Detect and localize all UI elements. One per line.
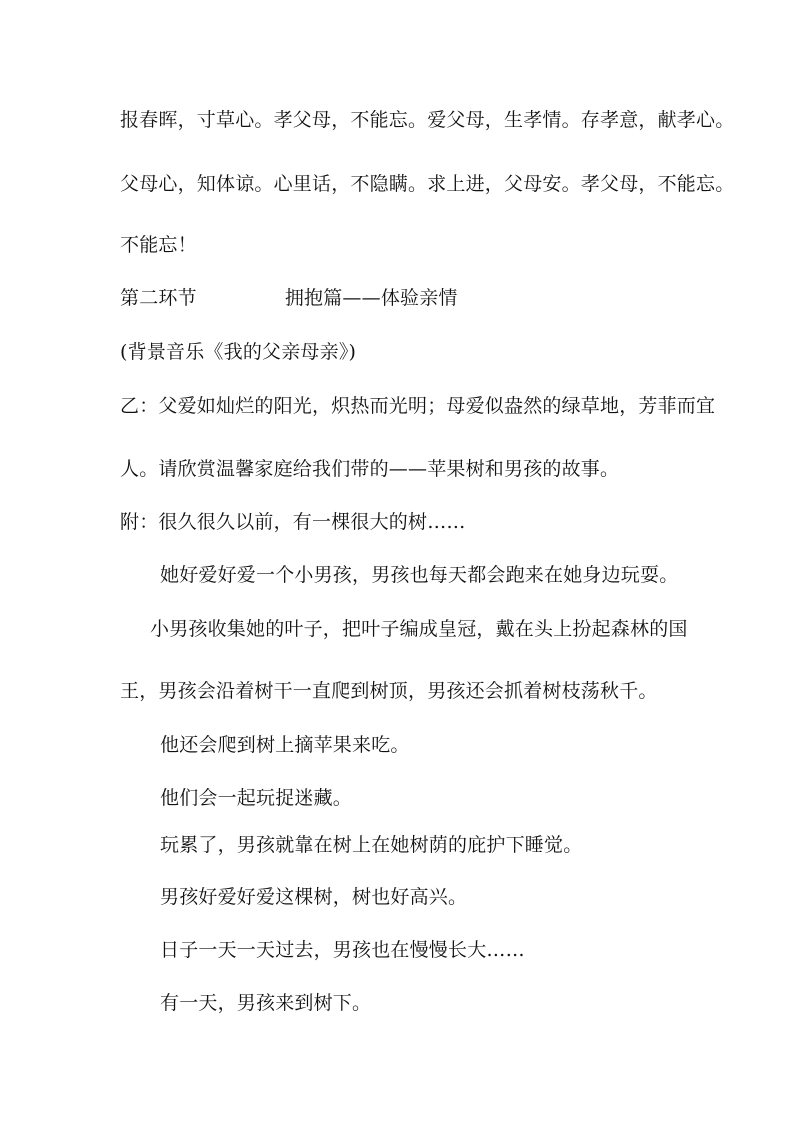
- section-label: 第二环节: [120, 287, 197, 309]
- story-line: 小男孩收集她的叶子，把叶子编成皇冠，戴在头上扮起森林的国: [150, 618, 688, 640]
- paragraph-line: 人。请欣赏温馨家庭给我们带的——苹果树和男孩的故事。: [120, 458, 620, 480]
- paragraph-line: 不能忘！: [120, 234, 197, 256]
- story-line: 他还会爬到树上摘苹果来吃。: [160, 734, 410, 756]
- story-line: 玩累了，男孩就靠在树上在她树荫的庇护下睡觉。: [160, 834, 583, 856]
- story-line: 日子一天一天过去，男孩也在慢慢长大……: [160, 939, 525, 961]
- story-line: 有一天，男孩来到树下。: [160, 992, 372, 1014]
- section-title: 拥抱篇——体验亲情: [284, 287, 458, 309]
- paragraph-line: 乙：父爱如灿烂的阳光，炽热而光明；母爱似盎然的绿草地，芳菲而宜: [120, 395, 716, 417]
- paragraph-line: 父母心，知体谅。心里话，不隐瞒。求上进，父母安。孝父母，不能忘。: [120, 173, 735, 195]
- story-line: 她好爱好爱一个小男孩，男孩也每天都会跑来在她身边玩耍。: [160, 564, 679, 586]
- story-line: 他们会一起玩捉迷藏。: [160, 787, 353, 809]
- paragraph-line: 报春晖，寸草心。孝父母，不能忘。爱父母，生孝情。存孝意，献孝心。: [120, 109, 735, 131]
- story-line: 王，男孩会沿着树干一直爬到树顶，男孩还会抓着树枝荡秋千。: [120, 680, 658, 702]
- section-heading: [120, 286, 458, 310]
- story-line: 男孩好爱好爱这棵树，树也好高兴。: [160, 886, 468, 908]
- paragraph-line: 附：很久很久以前，有一棵很大的树……: [120, 511, 466, 533]
- background-music-note: (背景音乐《我的父亲母亲》): [120, 341, 357, 363]
